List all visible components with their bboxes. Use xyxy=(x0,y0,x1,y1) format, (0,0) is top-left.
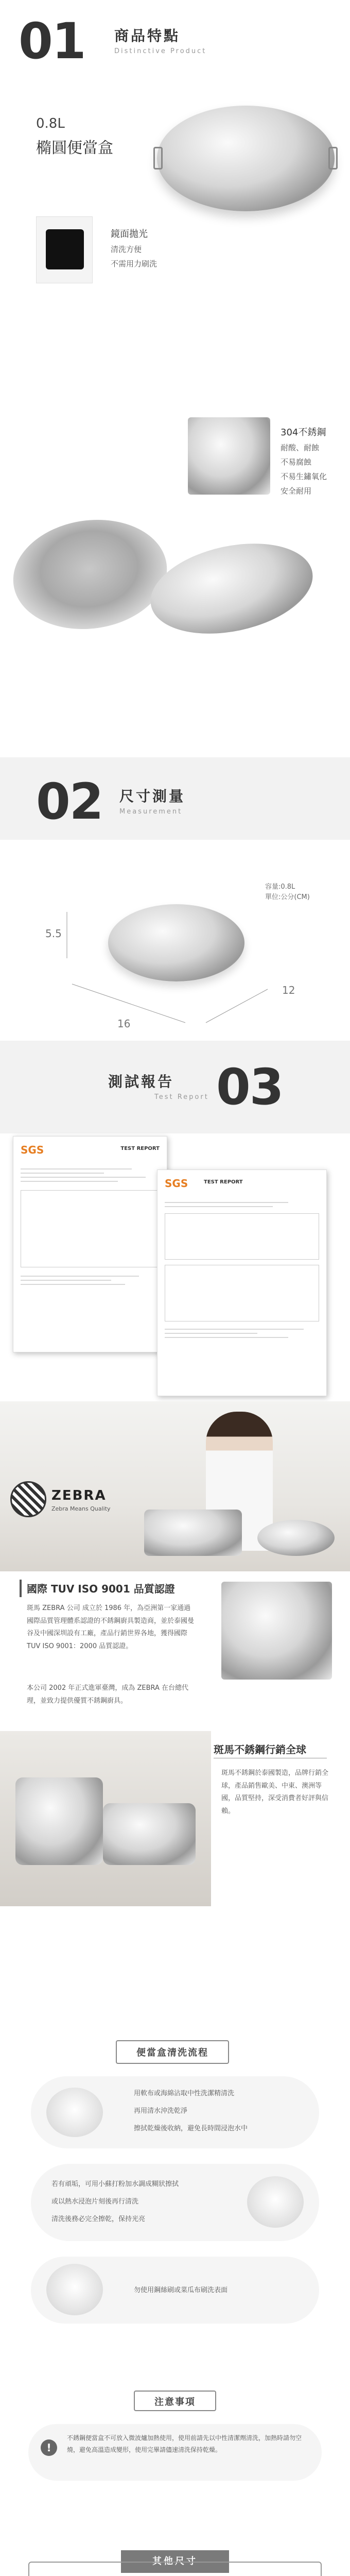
feature-steel-line-1: 耐酸、耐蝕 xyxy=(281,443,320,452)
care-line: 用軟布或海綿沾取中性洗潔精清洗 xyxy=(134,2090,235,2097)
care-step-1-icon xyxy=(46,2088,103,2137)
section-number: 02 xyxy=(36,773,103,831)
section-title: 商品特點 xyxy=(114,27,181,44)
lunchbox-hero-image xyxy=(157,106,335,211)
care-step-2 xyxy=(31,2164,319,2241)
iso-paragraph-2: 本公司 2002 年正式進軍臺灣，成為 ZEBRA 在台總代理，並致力提供優質不銹鋼廚具。 xyxy=(27,1684,189,1705)
kitchen-photo xyxy=(0,1401,350,1571)
iso-title: 國際 TUV ISO 9001 品質認證 xyxy=(27,1583,175,1595)
section-notice xyxy=(0,2391,350,2524)
care-line: 勿使用鋼絲刷或菜瓜布刷洗表面 xyxy=(134,2286,228,2294)
lunchbox-clip-left xyxy=(153,147,163,170)
sgs-logo: SGS xyxy=(165,1177,188,1190)
product-name: 橢圓便當盒 xyxy=(36,139,113,157)
care-line: 清洗後務必完全擦乾，保持光亮 xyxy=(51,2215,146,2223)
lunchbox-clip-right xyxy=(328,147,338,170)
care-step-3 xyxy=(31,2257,319,2324)
section-title: 尺寸測量 xyxy=(119,788,186,805)
global-title: 斑馬不銹鋼行銷全球 xyxy=(214,1743,306,1756)
zebra-logo xyxy=(10,1481,46,1517)
section-subtitle: Test Report xyxy=(154,1093,209,1101)
dimension-width: 12 xyxy=(282,984,295,996)
alert-icon: ! xyxy=(41,2439,57,2456)
test-report-document-2 xyxy=(157,1170,327,1396)
feature-mirror-title: 鏡面拋光 xyxy=(111,229,148,240)
notice-text: 不銹鋼便當盒不可放入微波爐加熱使用，使用前請先以中性清潔劑清洗，加熱時請勿空燒，避免高溫造成變形，使用完畢請儘速清洗保持乾燥。 xyxy=(67,2434,302,2453)
iso-paragraph-1: 斑馬 ZEBRA 公司 成立於 1986 年，為亞洲第一家通過國際品質管理體系認證的不銹鋼廚具製造商，並於泰國曼谷及中國深圳設有工廠，產品行銷世界各地，獲得國際 TUV ISO 9001：2000 品質認證。 xyxy=(27,1604,195,1651)
dimension-lines xyxy=(0,757,350,1087)
global-photo xyxy=(0,1731,211,1906)
section-product-features xyxy=(0,0,350,659)
zebra-logo-text: ZEBRA xyxy=(51,1488,107,1503)
section-iso xyxy=(0,1577,350,1968)
lunchbox-open-image xyxy=(6,510,174,639)
lunchbox-lid-image xyxy=(142,530,321,648)
feature-steel-line-2: 不易腐蝕 xyxy=(281,457,312,467)
pot-image xyxy=(144,1510,242,1556)
product-capacity: 0.8L xyxy=(36,116,65,131)
section-title: 測試報告 xyxy=(108,1073,174,1090)
cookware-set-image-1 xyxy=(15,1777,103,1865)
feature-mirror-line-1: 清洗方便 xyxy=(111,245,142,254)
global-paragraph: 斑馬不銹鋼於泰國製造，品牌行銷全球，產品銷售歐美、中東、澳洲等國，品質堅持，深受消費者好評與信賴。 xyxy=(221,1769,329,1816)
section-test-report xyxy=(0,1041,350,1577)
zebra-logo-subtitle: Zebra Means Quality xyxy=(51,1505,111,1512)
dimension-height: 5.5 xyxy=(45,927,62,940)
care-step-3-icon xyxy=(46,2264,103,2315)
report-title: TEST REPORT xyxy=(204,1179,243,1185)
capacity-note: 容量:0.8L xyxy=(265,883,295,891)
care-title: 便當盒清洗流程 xyxy=(136,2047,208,2058)
iso-accent-bar xyxy=(20,1580,22,1597)
feature-steel-title: 304不銹鋼 xyxy=(281,427,326,438)
feature-steel-line-3: 不易生鏽氧化 xyxy=(281,472,327,481)
other-sizes-frame xyxy=(28,2562,322,2576)
section-care xyxy=(0,2040,350,2370)
section-number: 03 xyxy=(216,1058,283,1116)
sgs-logo: SGS xyxy=(21,1144,44,1156)
care-step-2-icon xyxy=(247,2176,304,2228)
notice-card xyxy=(28,2424,322,2481)
section-number: 01 xyxy=(19,12,85,70)
care-line: 再用清水沖洗乾淨 xyxy=(134,2107,188,2115)
unit-note: 單位:公分(CM) xyxy=(265,893,310,901)
test-report-document-1 xyxy=(13,1136,167,1352)
section-subtitle: Distinctive Product xyxy=(114,47,207,55)
section-subtitle: Measurement xyxy=(119,808,183,816)
dimension-length: 16 xyxy=(117,1018,131,1030)
notice-title: 注意事項 xyxy=(154,2397,196,2408)
mirror-polish-image xyxy=(36,216,93,283)
iso-product-image xyxy=(221,1582,332,1680)
care-step-1 xyxy=(31,2076,319,2148)
section-measurement xyxy=(0,757,350,1087)
feature-mirror-line-2: 不需用力刷洗 xyxy=(111,259,157,268)
report-title: TEST REPORT xyxy=(120,1146,160,1151)
section-other-sizes xyxy=(0,2550,350,2576)
feature-steel-line-4: 安全耐用 xyxy=(281,486,312,496)
other-sizes-title: 其他尺寸 xyxy=(121,2550,229,2573)
care-line: 若有頑垢，可用小蘇打粉加水調成糊狀擦拭 xyxy=(51,2180,179,2188)
pan-image xyxy=(257,1520,335,1556)
cookware-set-image-2 xyxy=(103,1803,196,1865)
care-line: 擦拭乾燥後收納，避免長時間浸泡水中 xyxy=(134,2125,248,2132)
steel-edge-image xyxy=(188,417,270,495)
care-line: 或以熱水浸泡片刻後再行清洗 xyxy=(51,2198,139,2206)
